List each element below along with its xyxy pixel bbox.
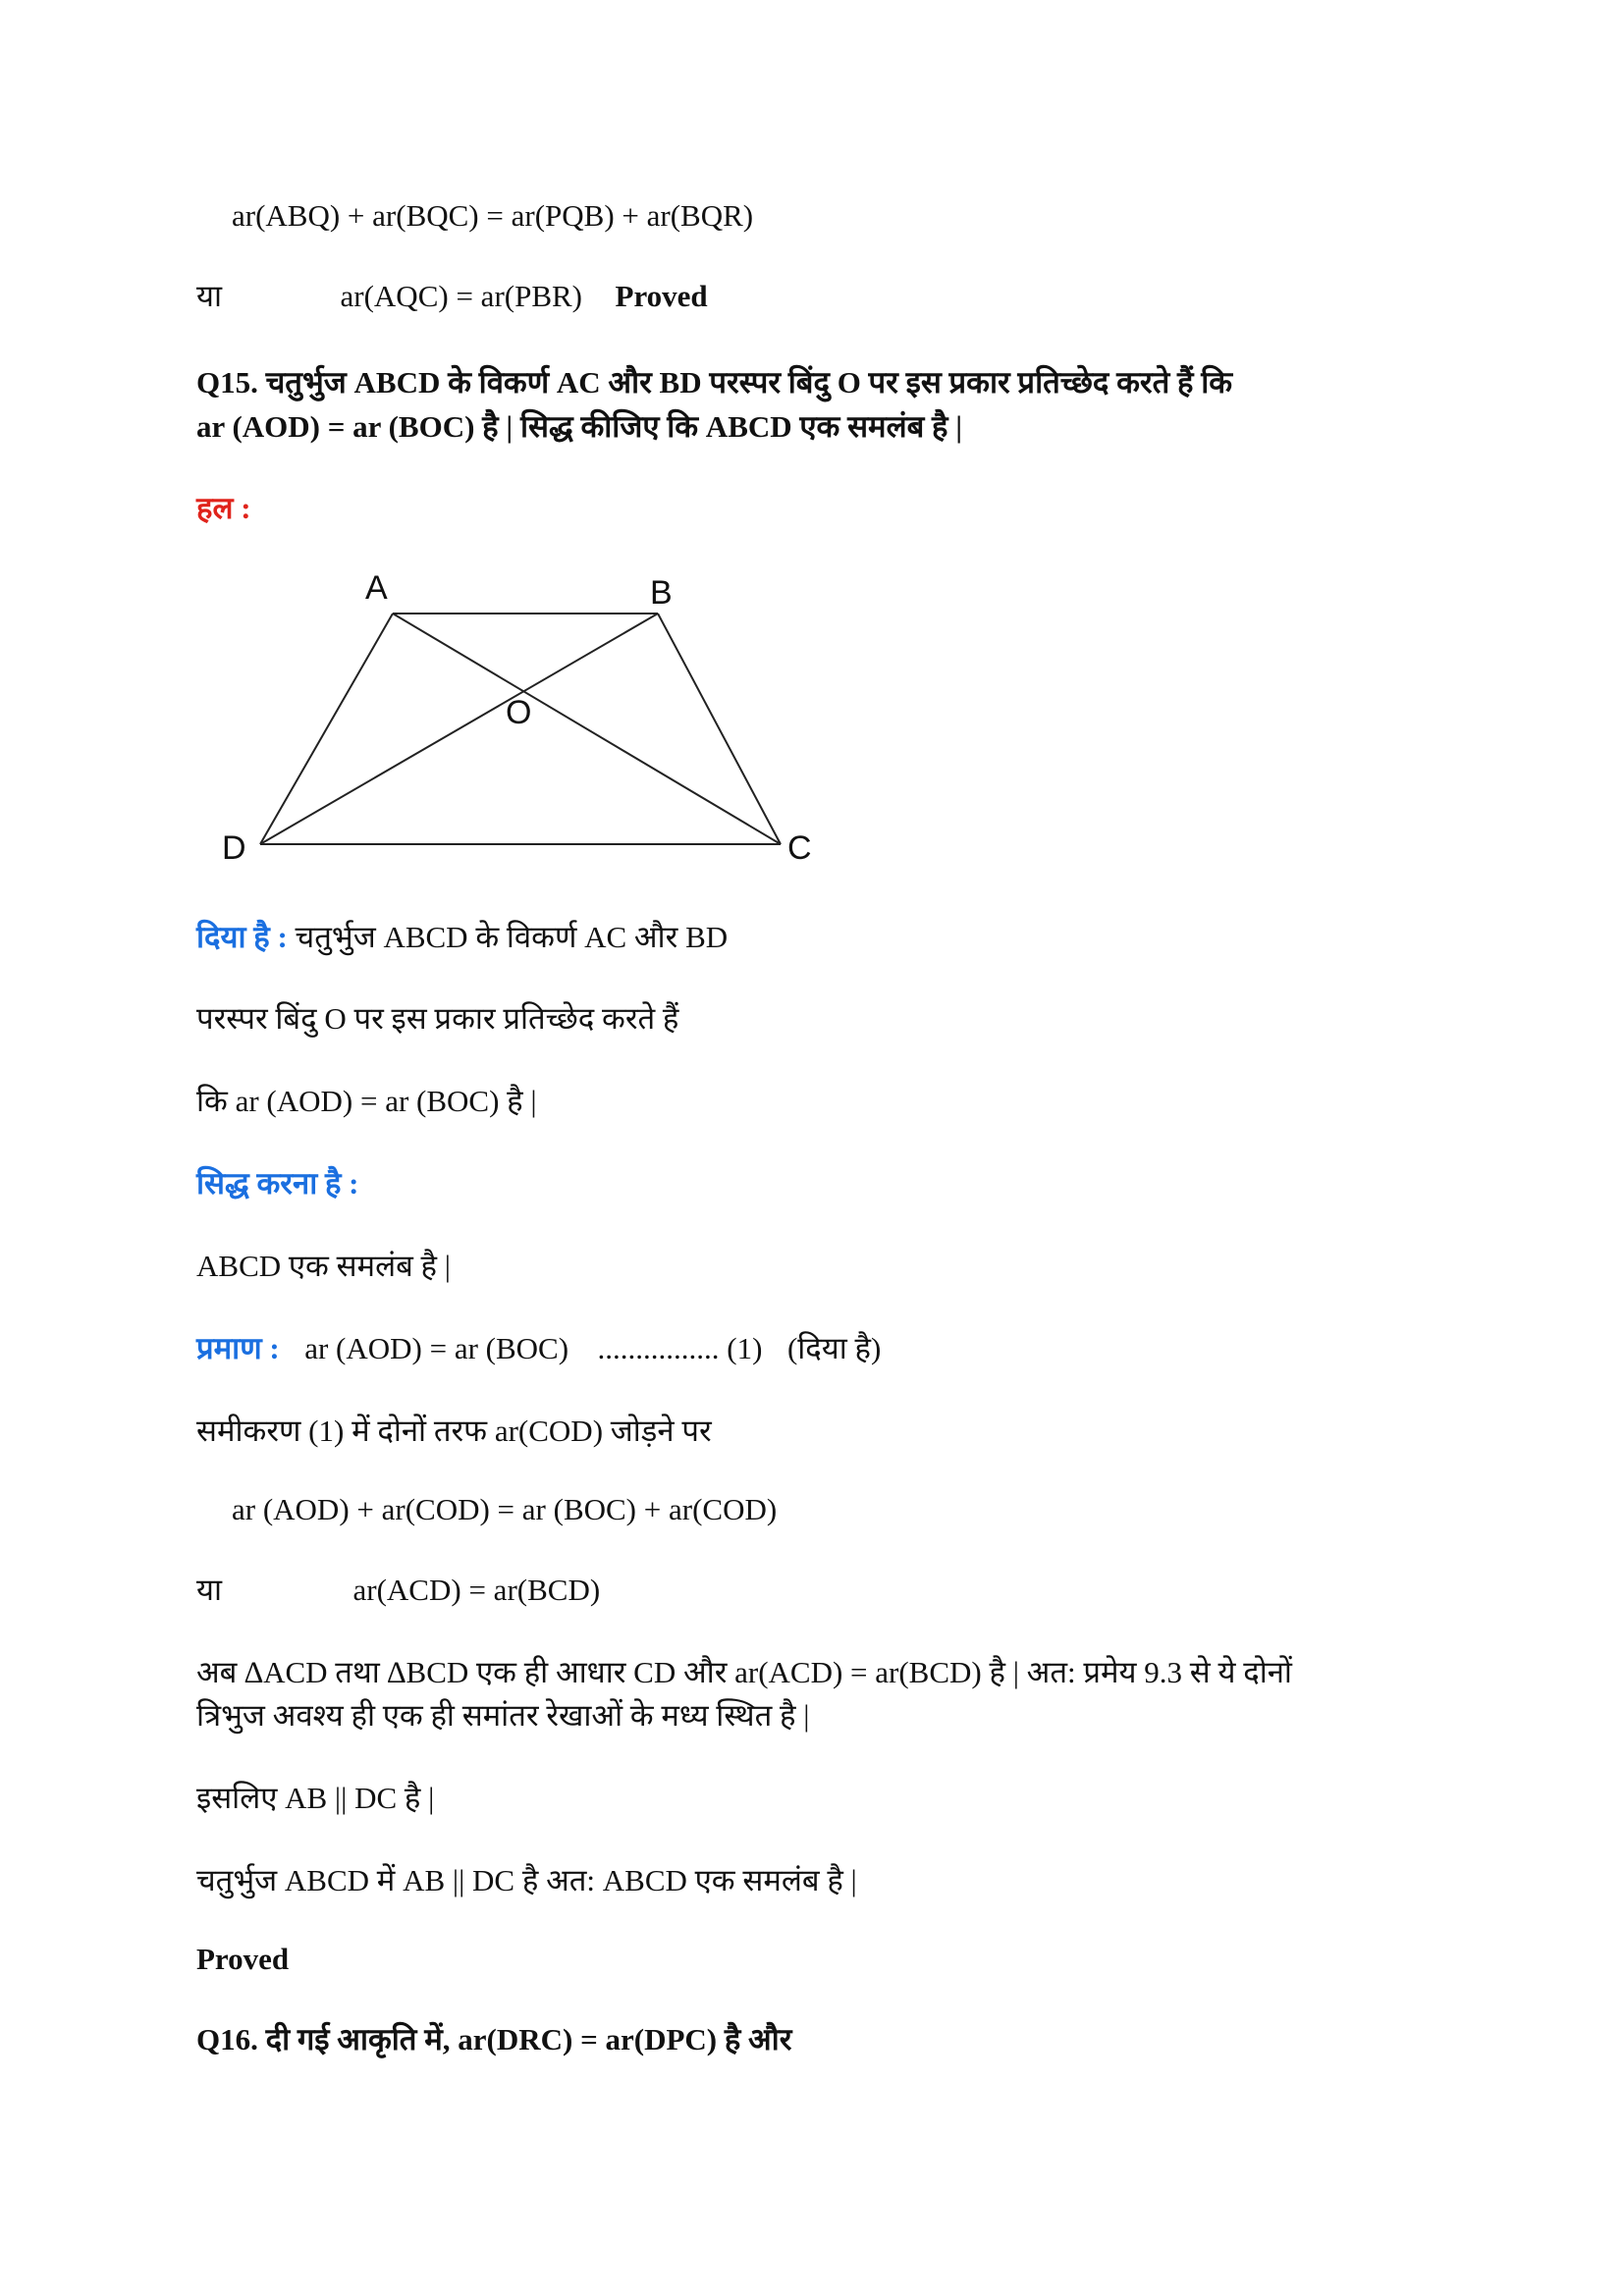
- diagonal-bd: [260, 614, 658, 844]
- given-text: चतुर्भुज ABCD के विकर्ण AC और BD: [295, 920, 729, 954]
- proof-dots: ................ (1): [597, 1331, 763, 1365]
- equation: ar(ACD) = ar(BCD): [352, 1573, 601, 1607]
- proof-line-2: समीकरण (1) में दोनों तरफ ar(COD) जोड़ने पर: [196, 1414, 712, 1448]
- line-1: ar(ABQ) + ar(BQC) = ar(PQB) + ar(BQR): [232, 198, 754, 233]
- proof-label: प्रमाण :: [196, 1331, 280, 1365]
- question-15-line-2: ar (AOD) = ar (BOC) है | सिद्ध कीजिए कि ABCD एक समलंब है |: [196, 409, 963, 444]
- vertex-label-b: B: [650, 574, 673, 612]
- given-label: दिया है :: [196, 920, 288, 954]
- solution-heading: हल :: [196, 491, 251, 525]
- proof-equation: ar (AOD) = ar (BOC): [304, 1331, 569, 1365]
- point-label-o: O: [506, 694, 532, 731]
- proof-line-6: इसलिए AB || DC है |: [196, 1781, 435, 1815]
- vertex-label-d: D: [222, 829, 246, 867]
- proof-note: (दिया है): [786, 1331, 882, 1365]
- question-16: Q16. दी गई आकृति में, ar(DRC) = ar(DPC) है और: [196, 2022, 792, 2056]
- vertex-label-a: A: [365, 569, 388, 607]
- proved-mark: Proved: [615, 279, 708, 313]
- to-prove-text: ABCD एक समलंब है |: [196, 1249, 451, 1283]
- given-line-3: कि ar (AOD) = ar (BOC) है |: [196, 1084, 537, 1118]
- side-bc: [658, 614, 781, 844]
- proof-line-3: ar (AOD) + ar(COD) = ar (BOC) + ar(COD): [232, 1492, 778, 1526]
- proof-line-7: चतुर्भुज ABCD में AB || DC है अत: ABCD एक समलंब है |: [196, 1863, 857, 1897]
- proof-line-4: [196, 1571, 600, 1610]
- proof-line-1: [196, 1329, 881, 1368]
- diagonal-ac: [393, 614, 781, 844]
- proved-mark: Proved: [196, 1942, 290, 1976]
- side-da: [260, 614, 393, 844]
- vertex-label-c: C: [787, 829, 812, 867]
- given-line-2: परस्पर बिंदु O पर इस प्रकार प्रतिच्छेद करते हैं: [196, 1001, 679, 1036]
- proof-line-5b: त्रिभुज अवश्य ही एक ही समांतर रेखाओं के मध्य स्थित है |: [196, 1698, 810, 1733]
- ya-prefix: या: [196, 279, 223, 313]
- given-line-1: [196, 918, 728, 957]
- trapezium-figure: [206, 555, 844, 879]
- equation: ar(AQC) = ar(PBR): [340, 279, 583, 313]
- to-prove-label: सिद्ध करना है :: [196, 1166, 359, 1201]
- ya-prefix: या: [196, 1573, 223, 1607]
- line-2: [196, 277, 708, 316]
- question-15-line-1: Q15. चतुर्भुज ABCD के विकर्ण AC और BD परस्पर बिंदु O पर इस प्रकार प्रतिच्छेद करते हैं कि: [196, 365, 1233, 400]
- proof-line-5a: अब ∆ACD तथा ∆BCD एक ही आधार CD और ar(ACD) = ar(BCD) है | अत: प्रमेय 9.3 से ये दोनों: [196, 1655, 1292, 1689]
